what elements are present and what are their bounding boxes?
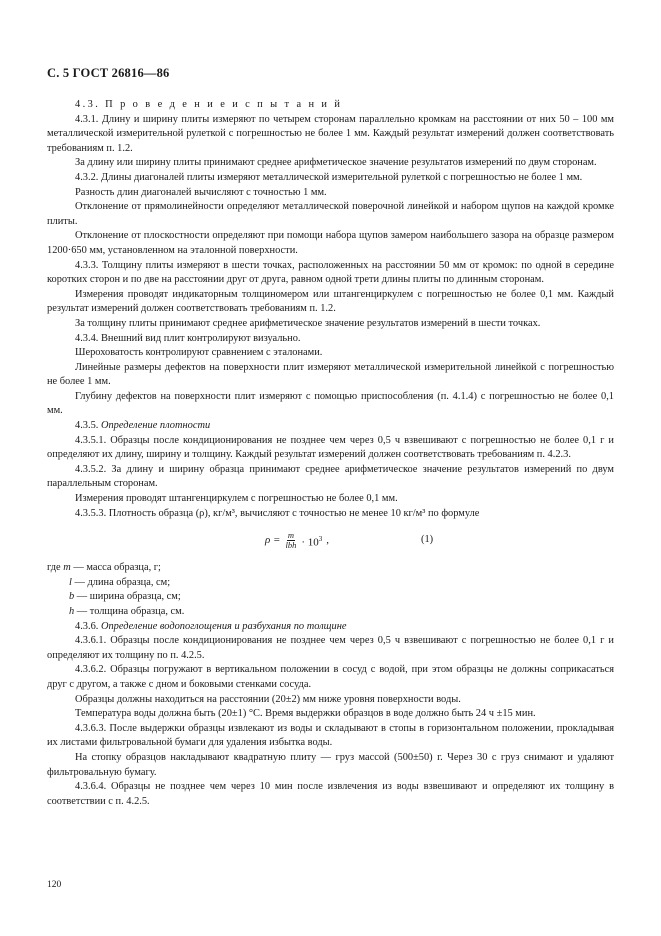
formula-exponent: 3: [318, 534, 323, 543]
legend-row: [47, 576, 614, 591]
paragraph: Измерения проводят штангенциркулем с погрешностью не более 0,1 мм.: [75, 493, 398, 505]
legend-prefix: где: [47, 562, 64, 574]
section-heading-4-3: 4.3. П р о в е д е н и е и с п ы т а н и й: [75, 99, 343, 110]
paragraph: Линейные размеры дефектов на поверхности плит измеряют металлической измерительной линейкой с погрешностью не более 1 мм.: [47, 361, 614, 388]
formula-lhs: ρ =: [265, 534, 281, 547]
legend-text: — ширина образца, см;: [74, 591, 181, 603]
formula-multiplier: [301, 532, 322, 550]
paragraph: Температура воды должна быть (20±1) °С. Время выдержки образцов в воде должно быть 24 ч ±15 мин.: [75, 708, 536, 720]
legend-text: — длина образца, см;: [71, 576, 171, 588]
paragraph: Измерения проводят индикаторным толщиномером или штангенциркулем с погрешностью не более 0,1 мм. Каждый результат измерений должен соответствовать требованиям п. 1.2.: [47, 288, 614, 315]
paragraph: На стопку образцов накладывают квадратную плиту — груз массой (500±50) г. Через 30 с груз снимают и удаляют фильтровальную бумагу.: [47, 751, 614, 778]
formula-denominator: lbh: [285, 540, 297, 551]
formula-mult: · 10: [301, 536, 319, 549]
formula-fraction: [284, 531, 297, 550]
paragraph: Отклонение от прямолинейности определяют металлической поверочной линейкой и набором щупов на каждой кромке плиты.: [47, 201, 614, 227]
paragraph-4-3-4: 4.3.4. Внешний вид плит контролируют визуально.: [75, 332, 301, 344]
section-title: Определение плотности: [100, 420, 211, 432]
paragraph-4-3-2: 4.3.2. Длины диагоналей плиты измеряют металлической измерительной рулеткой с погрешностью не более 1 мм.: [75, 171, 583, 183]
paragraph-4-3-6-1: 4.3.6.1. Образцы после кондиционирования не позднее чем через 0,5 ч взвешивают с погрешностью не более 0,1 г и определяют их толщину по п. 4.2.5.: [47, 635, 614, 661]
paragraph: Глубину дефектов на поверхности плит измеряют с помощью приспособления (п. 4.1.4) с погрешностью не более 0,1 мм.: [47, 390, 614, 417]
paragraph-4-3-3: 4.3.3. Толщину плиты измеряют в шести точках, расположенных на расстоянии 50 мм от кромок: по одной в середине коротких сторон и по две на расстоянии друг от друга, равном одной трети длины плиты по длинным сторонам.: [47, 259, 614, 286]
paragraph: За длину или ширину плиты принимают среднее арифметическое значение результатов измерений по двум сторонам.: [75, 157, 597, 169]
legend-row: [47, 561, 614, 576]
formula-numerator: m: [287, 530, 294, 541]
legend-symbol: m: [63, 562, 71, 574]
legend-text: — толщина образца, см.: [74, 606, 185, 617]
paragraph: Отклонение от плоскостности определяют при помощи набора щупов замером наибольшего зазора на образце размером 1200·650 мм, установленном на эталонной поверхности.: [47, 230, 614, 256]
section-number: 4.3.5.: [75, 420, 101, 432]
paragraph-4-3-5-2: 4.3.5.2. За длину и ширину образца принимают среднее арифметическое значение результатов измерений по двум параллельным сторонам.: [47, 463, 614, 490]
page-header: С. 5 ГОСТ 26816—86: [47, 66, 170, 80]
section-heading-4-3-5: [47, 419, 614, 434]
formula-number: (1): [421, 534, 434, 546]
legend-row: [47, 605, 614, 620]
section-number: 4.3.6.: [75, 620, 101, 632]
paragraph-4-3-6-3: 4.3.6.3. После выдержки образцы извлекают из воды и складывают в стопы в горизонтальном положении, прокладывая их листами фильтровальной бумаги для удаления избытка воды.: [47, 722, 614, 749]
paragraph: За толщину плиты принимают среднее арифметическое значение результатов измерений в шести точках.: [75, 317, 541, 329]
page-number: 120: [47, 880, 62, 890]
paragraph-4-3-6-4: 4.3.6.4. Образцы не позднее чем через 10 мин после извлечения из воды взвешивают и определяют их толщину в соответствии с п. 4.2.5.: [47, 781, 614, 807]
legend-symbol: h: [69, 606, 75, 617]
paragraph-4-3-5-3: 4.3.5.3. Плотность образца (ρ), кг/м³, вычисляют с точностью не менее 10 кг/м³ по формуле: [75, 507, 480, 519]
legend-symbol: b: [69, 591, 75, 603]
formula-tail: ,: [326, 534, 329, 547]
paragraph: Образцы должны находиться на расстоянии (20±2) мм ниже уровня поверхности воды.: [75, 693, 461, 705]
section-heading-4-3-6: [47, 620, 614, 635]
paragraph-4-3-6-2: 4.3.6.2. Образцы погружают в вертикальном положении в сосуд с водой, при этом образцы не должны соприкасаться друг с другом, а также с дном и боковыми стенками сосуда.: [47, 664, 614, 690]
paragraph-4-3-5-1: 4.3.5.1. Образцы после кондиционирования не позднее чем через 0,5 ч взвешивают с погрешностью не более 0,1 г и определяют их длину, ширину и толщину. Каждый результат измерений должен соответствовать требованиям п. 4.2.3.: [47, 434, 614, 461]
paragraph: Разность длин диагоналей вычисляют с точностью 1 мм.: [75, 186, 327, 198]
legend-symbol: l: [69, 576, 72, 588]
legend-row: [47, 590, 614, 605]
formula-legend: [47, 561, 614, 619]
density-formula: [47, 527, 614, 557]
legend-text: — масса образца, г;: [70, 562, 161, 574]
paragraph-4-3-1: 4.3.1. Длину и ширину плиты измеряют по четырем сторонам параллельно кромкам на расстоянии от них 50 – 100 мм металлической измерительной рулеткой с погрешностью не более 1 мм. Каждый результат измерений должен соответствовать требованиям п. 1.2.: [47, 113, 614, 154]
paragraph: Шероховатость контролируют сравнением с эталонами.: [75, 347, 323, 359]
page-body: [47, 98, 614, 809]
section-title: Определение водопоглощения и разбухания по толщине: [100, 620, 347, 632]
formula-expression: [265, 531, 329, 550]
